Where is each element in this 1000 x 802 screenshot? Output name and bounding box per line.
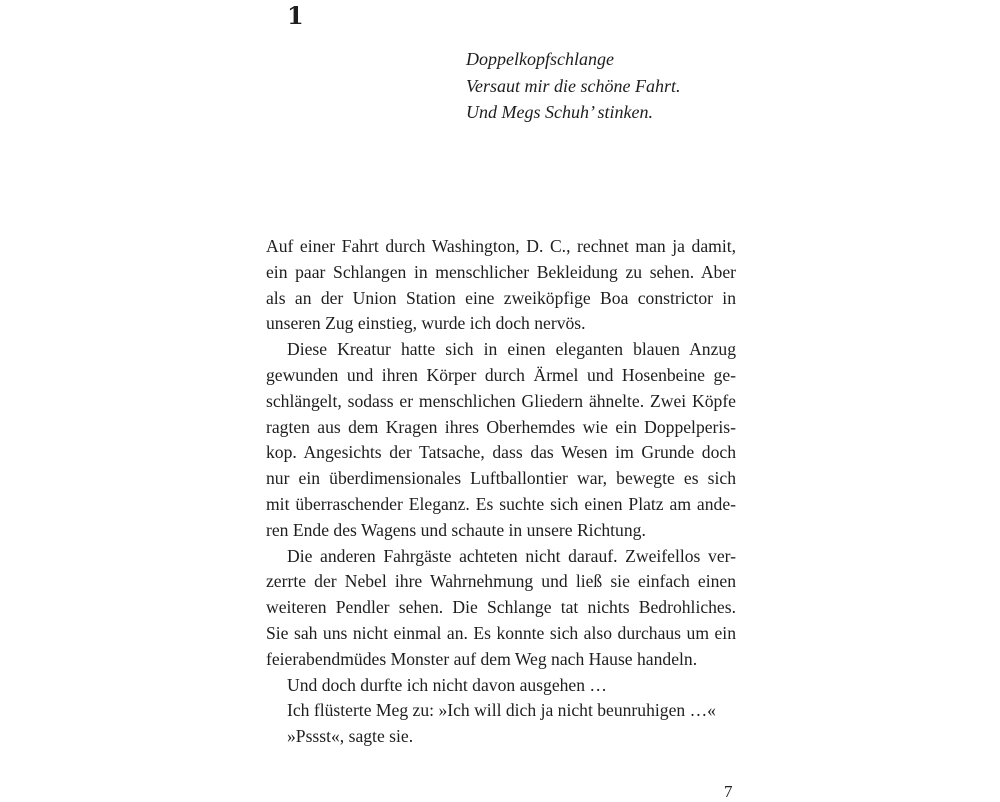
text-line: Und doch durfte ich nicht davon ausgehen … bbox=[287, 674, 608, 695]
epigraph-line: Versaut mir die schöne Fahrt. bbox=[466, 75, 681, 96]
text-line: zerrte der Nebel ihre Wahrnehmung und ließ sie einfach einen bbox=[266, 571, 736, 592]
text-line: Auf einer Fahrt durch Washington, D. C., rechnet man ja damit, bbox=[266, 236, 736, 256]
chapter-number: 1 bbox=[287, 1, 304, 30]
text-line: Ich flüsterte Meg zu: »Ich will dich ja nicht beunruhigen …« bbox=[287, 700, 716, 721]
text-line: Die anderen Fahrgäste achteten nicht darauf. Zweifellos ver- bbox=[287, 545, 736, 566]
text-line: ein paar Schlangen in menschlicher Bekleidung zu sehen. Aber bbox=[266, 261, 736, 282]
text-line: Sie sah uns nicht einmal an. Es konnte sich also durchaus um ein bbox=[266, 622, 736, 643]
text-line: mit überraschender Eleganz. Es suchte sich einen Platz am ande- bbox=[266, 493, 736, 514]
text-line: ren Ende des Wagens und schaute in unsere Richtung. bbox=[266, 519, 646, 540]
text-line: gewunden und ihren Körper durch Ärmel und Hosenbeine ge- bbox=[266, 364, 736, 385]
text-line: weiteren Pendler sehen. Die Schlange tat nichts Bedrohliches. bbox=[266, 597, 736, 618]
page-number: 7 bbox=[724, 782, 733, 801]
text-line: nur ein überdimensionales Luftballontier war, bewegte es sich bbox=[266, 468, 736, 489]
epigraph-line: Und Megs Schuh’ stinken. bbox=[466, 102, 653, 122]
epigraph bbox=[466, 46, 766, 126]
epigraph-line: Doppelkopfschlange bbox=[466, 49, 614, 69]
text-line: ragten aus dem Kragen ihres Oberhemdes wie ein Doppelperis- bbox=[266, 416, 736, 437]
body-text bbox=[266, 234, 736, 750]
text-line: als an der Union Station eine zweiköpfige Boa constrictor in bbox=[266, 287, 736, 308]
text-line: feierabendmüdes Monster auf dem Weg nach Hause handeln. bbox=[266, 648, 698, 669]
text-line: Diese Kreatur hatte sich in einen eleganten blauen Anzug bbox=[287, 339, 736, 360]
text-line: schlängelt, sodass er menschlichen Gliedern ähnelte. Zwei Köpfe bbox=[266, 390, 736, 411]
text-line: »Pssst«, sagte sie. bbox=[287, 726, 414, 747]
text-line: kop. Angesichts der Tatsache, dass das Wesen im Grunde doch bbox=[266, 442, 736, 463]
text-line: unseren Zug einstieg, wurde ich doch nervös. bbox=[266, 313, 586, 334]
